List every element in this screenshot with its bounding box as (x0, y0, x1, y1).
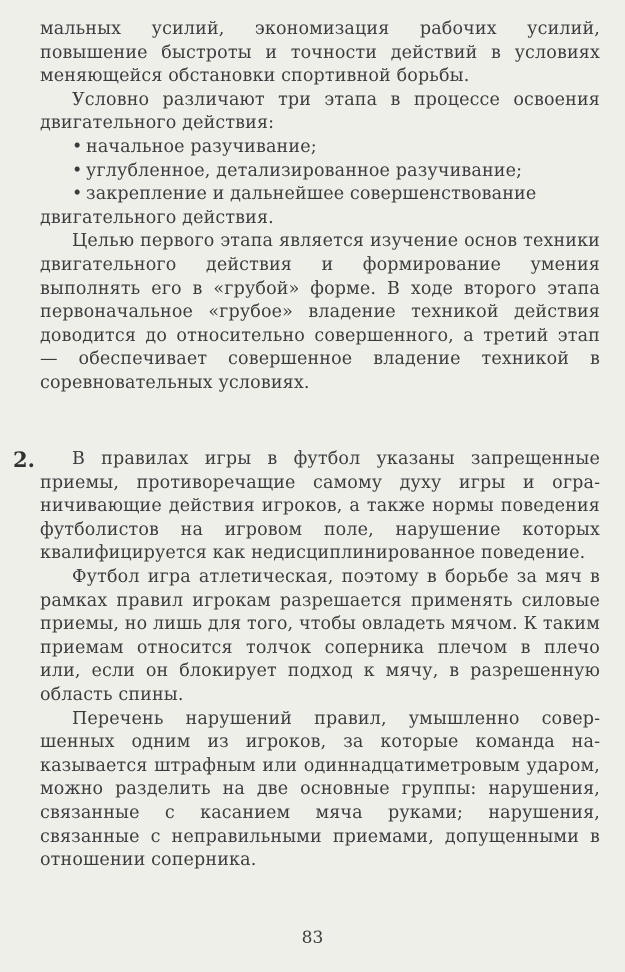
top-text-block (40, 18, 600, 396)
paragraph-football-rules: В правилах игры в футбол указаны запрещенные приемы, противоречащие самому духу игры и ограничивающие действия игроков, а также нормы поведения футболистов на игровом поле, нарушение которых квалифицируется как недисциплинированное поведение. (40, 449, 600, 564)
paragraph-violations: Перечень нарушений правил, умышленно совершенных одним из игроков, за которые команда наказывается штрафным или одиннадцатиметровым ударом, можно разделить на две основные группы: нарушения, связанные с касанием мяча руками; нарушения, связанные с неправильными приемами, допущенными в отношении соперника. (40, 708, 600, 871)
bullet-icon: • (72, 184, 83, 205)
section-2-text-block (40, 448, 600, 873)
list-item: • углубленное, детализированное разучивание; (40, 160, 600, 184)
page-number: 83 (301, 928, 324, 948)
list-item: • начальное разучивание; (40, 136, 600, 160)
bullet-icon: • (72, 160, 83, 181)
list-item-continuation: двигательного действия. (40, 207, 274, 228)
section-number: 2. (13, 447, 35, 472)
list-item: • закрепление и дальнейшее совершенствование (40, 183, 600, 207)
paragraph-stages-goals: Целью первого этапа является изучение основ техники двигательного действия и формирование умения выполнять его в «грубой» форме. В ходе второго этапа первоначальное «грубое» владение техникой действия доводится до относительно совершенного, а третий этап — обеспечивает совершенное владение техникой в соревновательных условиях. (40, 231, 600, 393)
paragraph-athletic-game: Футбол игра атлетическая, поэтому в борьбе за мяч в рамках правил игрокам разрешается применять силовые приемы, но лишь для того, чтобы овладеть мячом. К таким приемам относится толчок соперника плечом в плечо или, если он блокирует подход к мячу, в разрешенную область спины. (40, 566, 600, 705)
paragraph-continuation: мальных усилий, экономизация рабочих усилий, повышение быстроты и точности действий в условиях меняющейся обстановки спортивной борьбы. (40, 19, 600, 87)
paragraph-stages-intro: Условно различают три этапа в процессе освоения двигательного действия: (40, 89, 600, 134)
bullet-icon: • (72, 136, 83, 157)
